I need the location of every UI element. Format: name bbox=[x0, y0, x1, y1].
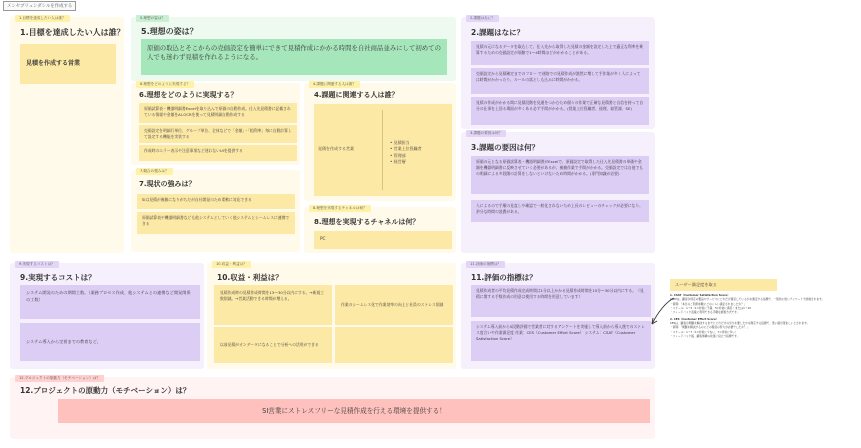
sticky-note[interactable]: 作成時のエラー表示や注意事項など迷わないUIを提供する bbox=[139, 145, 297, 161]
frame-q8[interactable] bbox=[304, 207, 456, 253]
sticky-note[interactable]: SIは見積が複雑になりがちだが自社開発のため柔軟に対応できる bbox=[137, 194, 295, 209]
side-note-line: ・スケール：1〜7（1=非常に少ない、7=非常に多い） bbox=[670, 329, 738, 334]
sticky-note[interactable]: システム開発のための期間工数。（業務プロセス作成、他システムとの連携など開発関係の工数） bbox=[20, 285, 200, 319]
frame-q11[interactable] bbox=[461, 263, 655, 369]
sticky-note[interactable] bbox=[314, 104, 452, 196]
sticky-note[interactable]: 見積作成時の見積作成時間を13〜30分以内にする。→新規工数削減。→営業活動できる時間が増える。 bbox=[214, 285, 332, 325]
sticky-note[interactable]: 売価設定を明細行単位、グループ単位、全体などで「金額」・「粗利率」毎に自動計算して設定する機能を実装する bbox=[139, 125, 297, 143]
frame-tag: 5.理想の姿は？ bbox=[136, 15, 169, 22]
board-title: メンセブリュンダシルを作成する bbox=[3, 1, 76, 11]
frame-title: 10.収益・利益は？ bbox=[217, 273, 283, 282]
frame-q5[interactable] bbox=[131, 17, 456, 81]
side-note-line: 1. CSAT（Customer Satisfaction Score） bbox=[670, 293, 730, 297]
sticky-note[interactable]: 作業のシームレス化で作業効率の向上と社員のストレス削減 bbox=[335, 285, 453, 325]
frame-title: 4.課題に関連する人は誰？ bbox=[314, 91, 399, 99]
frame-q7[interactable] bbox=[131, 170, 300, 252]
frame-title: 9.実現するコストは？ bbox=[20, 273, 96, 282]
sticky-note[interactable]: システム導入から定着までの教育など。 bbox=[20, 323, 200, 361]
frame-tag: 10.収益・利益は？ bbox=[212, 261, 251, 268]
sticky-note[interactable]: 見積を作成する営業 bbox=[20, 44, 116, 84]
frame-title: 5.理想の姿は？ bbox=[141, 27, 198, 36]
frame-q1[interactable] bbox=[10, 17, 124, 253]
list-item: • 管理部 bbox=[390, 153, 422, 159]
frame-q12[interactable] bbox=[10, 377, 655, 439]
related-people-list bbox=[390, 140, 422, 166]
divider-line bbox=[382, 110, 383, 190]
sticky-note[interactable]: 原価の元となる原価試算表・機器明細書がExcelで、原価設定で取得した仕入先見積書の単価や金額を機器明細書に反映させていく必要があるが、複雑作業で手間がかかる。売価設定では自他でもの明細による多段階の計算をしないといけないため時間がかかる。(専門知識が必要) bbox=[471, 156, 649, 194]
side-note-line: CSATは、顧客が特定の製品やサービスにどれだけ満足しているかを測定する指標で、一般的に短いアンケートで評価されます。 bbox=[670, 297, 825, 302]
frame-q2[interactable] bbox=[461, 17, 655, 129]
sticky-note[interactable]: 人によるので手順の見直しや確認で一般化されないため上長のレビューのチェックが必要になり、余分な時間の浪費がある。 bbox=[471, 200, 649, 222]
frame-tag: 1.目標を達成したい人は誰？ bbox=[15, 15, 70, 22]
frame-title: 1.目標を達成したい人は誰？ bbox=[20, 28, 125, 37]
frame-tag: 12.プロジェクトの原動力（モチベーション）は？ bbox=[15, 375, 104, 382]
frame-tag: 9.実現するコストは？ bbox=[15, 261, 59, 268]
frame-q3[interactable] bbox=[461, 132, 655, 253]
sticky-note[interactable]: SI営業にストレスフリーな見積作成を行える環境を提供する！ bbox=[58, 399, 650, 423]
side-note-line: ・フィードバック直後に利用できる手軽な調査方式です。 bbox=[670, 310, 740, 315]
frame-title: 7.現状の強みは？ bbox=[139, 180, 196, 188]
sticky-note[interactable]: PC bbox=[314, 231, 452, 249]
side-note-line: CESは、顧客が問題を解決するまでにどれだけの労力を要したかを測定する指標で、低い値が望ましいとされます。 bbox=[670, 320, 810, 325]
related-person-main: 見積を作成する営業 bbox=[318, 146, 354, 151]
side-note-line: ・質問：「本日のご利用体験にどのくらい満足されましたか？」 bbox=[670, 301, 747, 306]
sticky-note[interactable]: 見積作成者の平均見積作成完成時間は1分以上かかる見積作成時間を15分〜30分以内にする。（見積に関する手数作成の用意は使用する時間を用意しています） bbox=[471, 285, 651, 317]
frame-tag: 6.理想をどのように実現する？ bbox=[136, 81, 194, 88]
sticky-note[interactable]: 売価設定から見積確定までのフロー で迷路での見積作成が漠然に増して手作業が多く人によっては時間がかかったり、ルールの落としも込みに時間がかかる。 bbox=[471, 68, 649, 94]
frame-title: 6.理想をどのように実現する？ bbox=[139, 91, 238, 99]
sticky-note[interactable]: 原価試算表・機器明細書Excelを取り込んで原価の自動作成。仕入先見積書に記載されている情報や金額をAI-OCRを使って見積明細自動作成する bbox=[139, 103, 297, 123]
side-note-tag[interactable]: ユーザー満足度を取る bbox=[670, 279, 777, 291]
side-note-line: 2. CES（Customer Effort Score） bbox=[670, 316, 719, 321]
frame-tag: 2.課題はなに？ bbox=[466, 15, 499, 22]
sticky-note[interactable]: 原価の取込とそこからの売価設定を簡単にできて見積作成にかかる時間を自社商品並みにして初めての人でも迷わず見積を作れるようになる。 bbox=[141, 39, 447, 75]
frame-q9[interactable] bbox=[10, 263, 204, 369]
frame-tag: 7.競合の強みは？ bbox=[136, 168, 173, 175]
sticky-note[interactable]: 原価試算表や機器明細書なども他システムとしていく他システムとシームレスに連携できる bbox=[137, 212, 295, 234]
frame-tag: 11.評価の指標は？ bbox=[466, 261, 505, 268]
frame-title: 3.課題の要因は何？ bbox=[471, 143, 540, 152]
side-note-body[interactable] bbox=[670, 293, 852, 347]
frame-title: 2.課題はなに？ bbox=[471, 28, 525, 37]
frame-q4[interactable] bbox=[304, 83, 456, 201]
sticky-note[interactable]: 見積の元になるデータを取込して、仕入先から取得した見積の金額を設定した上で適正な利率を乗算するための売価設定が煩雑で1〜4時間ほどがかかることがある。 bbox=[471, 41, 649, 65]
side-note-line: ・フィードバック後、顧客体験の改善に役立つ指標です。 bbox=[670, 333, 740, 338]
list-item: • 見積担当 bbox=[390, 140, 422, 146]
sticky-note[interactable]: 見積の作成がかかる間に見積段階を見通をつかむため個々の作業で正確な見積書と自信を持って自分の仕事を上回る場面が多くある必ず手間がかかる。(授業上位役職者、経理、取管課、SE) bbox=[471, 97, 649, 125]
sticky-note-empty[interactable] bbox=[335, 327, 453, 363]
frame-title: 12.プロジェクトの原動力（モチベーション）は？ bbox=[20, 386, 191, 395]
list-item: • 営業上位役職者 bbox=[390, 146, 422, 152]
frame-tag: 3.課題の要因は何？ bbox=[466, 130, 506, 137]
frame-q10[interactable] bbox=[207, 263, 456, 369]
side-note-line: ・スケール：1〜5（1=非常に不満、5=非常に満足）または1〜10 bbox=[670, 305, 751, 310]
frame-title: 11.評価の指標は？ bbox=[471, 273, 537, 282]
list-item: • 経営層 bbox=[390, 159, 422, 165]
sticky-note[interactable]: システム導入前から5段階評価で営業者に対するアンケートを実施して導入前から導入後でのストレス度合いや作業満足度 作業：CES（Customer Effort Score） システム：CSAT（Customer Satisfaction Score） bbox=[471, 321, 651, 361]
frame-tag: 8.理想を実現するチャネルは何？ bbox=[309, 205, 371, 212]
frame-q6[interactable] bbox=[131, 83, 300, 165]
frame-title: 8.理想を実現するチャネルは何？ bbox=[314, 218, 420, 226]
sticky-note[interactable]: 以前見積がオンデータになることで分析への活用ができる bbox=[214, 327, 332, 363]
side-note-line: ・質問：「問題を解決するのにどの程度の努力が必要でしたか？」 bbox=[670, 325, 750, 330]
frame-tag: 4.課題に関連する人は誰？ bbox=[309, 81, 360, 88]
